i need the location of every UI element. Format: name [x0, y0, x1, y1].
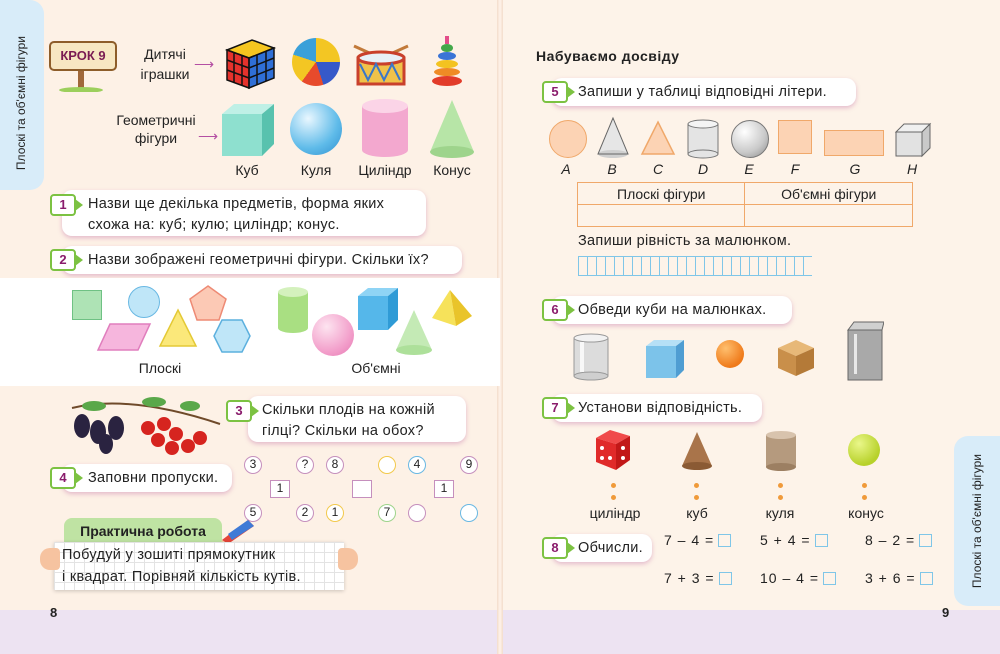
puzzle-1-bottom-right[interactable]: 2	[296, 504, 314, 522]
expression-4-text: 7 + 3 =	[664, 570, 715, 586]
letter-g: G	[849, 161, 861, 177]
drum-icon	[350, 40, 412, 95]
flat-triangle-shape	[158, 308, 198, 353]
dice-icon	[594, 428, 632, 477]
expression-6	[865, 570, 933, 586]
step-label: КРОК 9	[60, 48, 106, 63]
practical-line2: і квадрат. Порівняй кількість кутів.	[62, 569, 301, 585]
shape-b-cone	[596, 116, 630, 165]
puzzle-2-top-right[interactable]	[378, 456, 396, 474]
task-3-number: 3	[226, 400, 252, 422]
match-label-cube: куб	[686, 505, 708, 521]
wooden-cylinder-icon	[764, 430, 798, 477]
solid-name-sphere: Куля	[300, 162, 332, 178]
tin-can-icon	[572, 332, 610, 387]
cone-shape	[428, 98, 476, 165]
letter-c: C	[652, 161, 664, 177]
right-page-number: 9	[942, 605, 950, 620]
shape-e-sphere	[731, 120, 769, 158]
shape-c-triangle	[640, 120, 676, 161]
match-dot-2[interactable]	[694, 483, 699, 488]
letter-b: B	[607, 161, 617, 177]
toys-label-line1: Дитячі	[144, 46, 186, 62]
task-4-line1: Заповни пропуски.	[88, 470, 219, 486]
letter-d: D	[697, 161, 709, 177]
puzzle-1-bottom-left[interactable]: 5	[244, 504, 262, 522]
task-6-card	[552, 296, 792, 324]
berry-branch-icon	[70, 394, 230, 461]
puzzle-3-bottom-right[interactable]	[460, 504, 478, 522]
geom-label-line1: Геометричні	[116, 112, 196, 128]
left-bottom-band	[0, 610, 497, 654]
equality-instruction: Запиши рівність за малюнком.	[578, 233, 792, 249]
right-heading: Набуваємо досвіду	[536, 48, 680, 64]
expression-3-text: 8 – 2 =	[865, 532, 916, 548]
match-label-sphere: куля	[765, 505, 795, 521]
solid-name-cone: Конус	[433, 162, 471, 178]
match-dot-3[interactable]	[778, 483, 783, 488]
task-4-card	[62, 464, 232, 492]
puzzle-1-top-left[interactable]: 3	[244, 456, 262, 474]
expression-5	[760, 570, 836, 586]
answer-box-4[interactable]	[719, 572, 732, 585]
solid-name-cube: Куб	[235, 162, 259, 178]
cube-shape	[220, 102, 276, 165]
task-8-text: Обчисли.	[578, 540, 643, 556]
expression-4	[664, 570, 732, 586]
task-2-number: 2	[50, 249, 76, 271]
puzzle-3-bottom-left[interactable]	[408, 504, 426, 522]
task-1-line1: Назви ще декілька предметів, форма яких	[88, 196, 385, 212]
table-cell-flat[interactable]	[578, 205, 745, 227]
geom-label-line2: фігури	[134, 130, 178, 146]
beach-ball-icon	[292, 38, 340, 86]
toys-label-line2: іграшки	[140, 66, 190, 82]
shape-a-circle	[549, 120, 587, 158]
table-cell-volume[interactable]	[745, 205, 913, 227]
answer-box-3[interactable]	[919, 534, 932, 547]
task-2-card	[62, 246, 462, 274]
hand-left-icon	[40, 548, 60, 570]
answer-box-6[interactable]	[920, 572, 933, 585]
practical-title: Практична робота	[80, 523, 206, 539]
right-bottom-band	[503, 610, 1000, 654]
solid-name-cylinder: Циліндр	[358, 162, 412, 178]
right-side-tab-label: Плоскі та об'ємні фігури	[970, 454, 984, 589]
match-dot-4[interactable]	[862, 483, 867, 488]
puzzle-3-top-left[interactable]: 4	[408, 456, 426, 474]
puzzle-1-top-right[interactable]: ?	[296, 456, 314, 474]
left-side-tab	[0, 0, 44, 190]
task-3-line2: гілці? Скільки на обох?	[262, 423, 424, 439]
volume-sphere-shape	[312, 314, 354, 356]
match-dot-6[interactable]	[694, 495, 699, 500]
cylinder-shape	[360, 98, 410, 165]
sphere-shape	[290, 103, 342, 155]
task-5-text: Запиши у таблиці відповідні літери.	[578, 84, 827, 100]
shape-g-rectangle	[824, 130, 884, 156]
task-1-line2: схожа на: куб; кулю; циліндр; конус.	[88, 217, 340, 233]
cardboard-box-icon	[776, 336, 816, 383]
stacking-pyramid-icon	[432, 34, 462, 95]
letter-h: H	[906, 161, 918, 177]
letter-e: E	[744, 161, 754, 177]
shape-h-cube	[894, 122, 932, 163]
letter-f: F	[790, 161, 800, 177]
tennis-ball-icon	[848, 434, 880, 466]
task-3-line1: Скільки плодів на кожній	[262, 402, 435, 418]
expression-3	[865, 532, 932, 548]
expression-1-text: 7 – 4 =	[664, 532, 715, 548]
answer-box-2[interactable]	[815, 534, 828, 547]
puzzle-1-middle[interactable]: 1	[270, 480, 290, 498]
equality-grid[interactable]	[578, 256, 812, 276]
table-header-flat: Плоскі фігури	[578, 183, 745, 205]
step-sign	[48, 40, 118, 88]
practical-line1: Побудуй у зошиті прямокутник	[62, 547, 276, 563]
task-2-line1: Назви зображені геометричні фігури. Скільки їх?	[88, 252, 429, 268]
puzzle-3-middle[interactable]: 1	[434, 480, 454, 498]
task-6-text: Обведи куби на малюнках.	[578, 302, 767, 318]
expression-2	[760, 532, 828, 548]
match-dot-8[interactable]	[862, 495, 867, 500]
expression-2-text: 5 + 4 =	[760, 532, 811, 548]
expression-1	[664, 532, 731, 548]
volume-label: Об'ємні	[351, 360, 401, 376]
left-side-tab-label: Плоскі та об'ємні фігури	[14, 36, 28, 171]
letter-a: A	[561, 161, 571, 177]
task-1-card	[62, 190, 426, 236]
puzzle-2-bottom-right[interactable]: 7	[378, 504, 396, 522]
shapes-table	[577, 182, 913, 227]
task-4-number: 4	[50, 467, 76, 489]
task-7-text: Установи відповідність.	[578, 400, 743, 416]
expression-6-text: 3 + 6 =	[865, 570, 916, 586]
puzzle-2-middle[interactable]	[352, 480, 372, 498]
flat-parallelogram-shape	[96, 322, 152, 357]
task-6-number: 6	[542, 299, 568, 321]
table-header-volume: Об'ємні фігури	[745, 183, 913, 205]
expression-5-text: 10 – 4 =	[760, 570, 819, 586]
task-1-number: 1	[50, 194, 76, 216]
answer-box-1[interactable]	[718, 534, 731, 547]
flat-label: Плоскі	[138, 360, 182, 376]
ice-cube-icon	[644, 338, 686, 385]
metal-container-icon	[846, 320, 884, 387]
task-5-card	[552, 78, 856, 106]
shape-d-cylinder	[686, 118, 720, 165]
flat-hexagon-shape	[212, 318, 252, 359]
puzzle-2-bottom-left[interactable]: 1	[326, 504, 344, 522]
volume-cylinder-shape	[276, 286, 310, 339]
flat-square-shape	[72, 290, 102, 320]
toys-arrow-icon: ⟶	[194, 56, 215, 72]
rubiks-cube-icon	[222, 36, 277, 96]
task-5-number: 5	[542, 81, 568, 103]
orange-ball-icon	[716, 340, 744, 368]
task-7-card	[552, 394, 762, 422]
geom-arrow-icon: ⟶	[198, 128, 219, 144]
task-3-card	[248, 396, 466, 442]
match-dot-5[interactable]	[611, 495, 616, 500]
match-label-cone: конус	[848, 505, 884, 521]
volume-cone-shape	[394, 308, 434, 361]
hand-right-icon	[338, 548, 358, 570]
volume-pyramid-shape	[430, 288, 474, 335]
flat-circle-shape	[128, 286, 160, 318]
match-dot-7[interactable]	[778, 495, 783, 500]
puzzle-3-top-right[interactable]: 9	[460, 456, 478, 474]
puzzle-2-top-left[interactable]: 8	[326, 456, 344, 474]
answer-box-5[interactable]	[823, 572, 836, 585]
match-label-cylinder: циліндр	[589, 505, 641, 521]
shape-f-square	[778, 120, 812, 154]
left-page-number: 8	[50, 605, 58, 620]
wooden-cone-icon	[680, 430, 714, 477]
right-side-tab	[954, 436, 1000, 606]
match-dot-1[interactable]	[611, 483, 616, 488]
task-8-number: 8	[542, 537, 568, 559]
task-7-number: 7	[542, 397, 568, 419]
